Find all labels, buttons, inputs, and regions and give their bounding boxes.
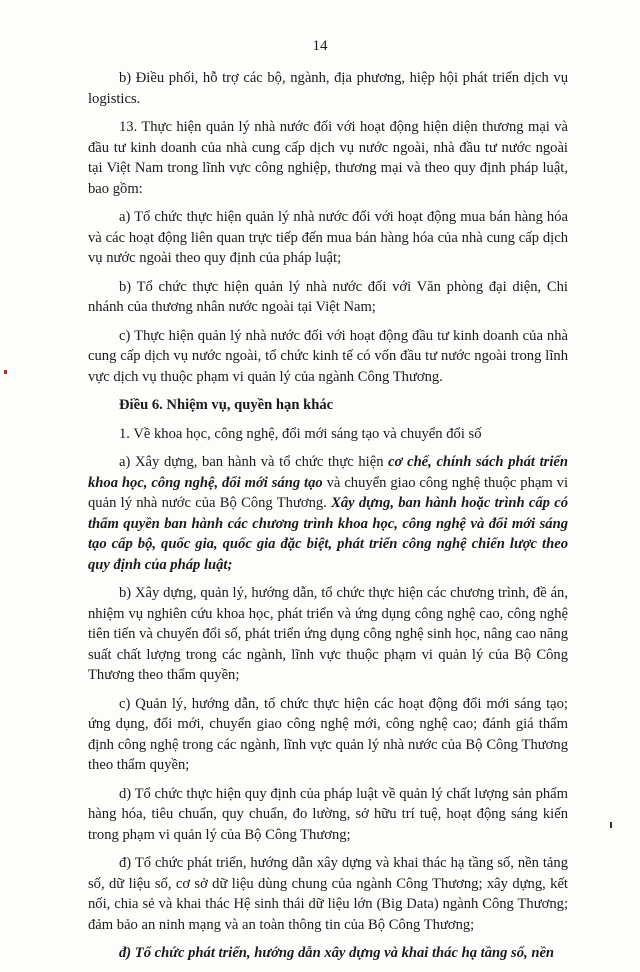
page-number: 14 [312,38,328,54]
paragraph-1a-text-1: a) Xây dựng, ban hành và tổ chức thực hiện [119,454,389,470]
document-body [88,68,568,972]
paragraph-1a-emphasis-1: cơ chế, chính sách phát triển khoa học, công nghệ, đổi mới sáng tạo [88,454,568,491]
scan-mark-right [610,822,612,828]
paragraph-13b: b) Tổ chức thực hiện quản lý nhà nước đối với Văn phòng đại diện, Chi nhánh của thương nhân nước ngoài tại Việt Nam; [88,278,568,315]
paragraph-13a: a) Tổ chức thực hiện quản lý nhà nước đối với hoạt động mua bán hàng hóa và các hoạt động liên quan trực tiếp đến mua bán hàng hóa của nhà cung cấp dịch vụ nước ngoài theo quy định của pháp luật; [88,209,568,266]
paragraph-1b: b) Xây dựng, quản lý, hướng dẫn, tổ chức thực hiện các chương trình, đề án, nhiệm vụ nghiên cứu khoa học, phát triển và ứng dụng công nghệ cao, công nghệ tiên tiến và chuyển đổi số, phát triển ứng dụng công nghệ sinh học, nâng cao năng suất chất lượng trong các ngành, lĩnh vực thuộc phạm vi quản lý của Bộ Công Thương theo thẩm quyền; [88,585,568,683]
paragraph-13c: c) Thực hiện quản lý nhà nước đối với hoạt động đầu tư kinh doanh của nhà cung cấp dịch vụ nước ngoài, tổ chức kinh tế có vốn đầu tư nước ngoài trong lĩnh vực dịch vụ thuộc phạm vi quản lý của ngành Công Thương. [88,327,568,385]
paragraph-b-logistics: b) Điều phối, hỗ trợ các bộ, ngành, địa phương, hiệp hội phát triển dịch vụ logistics. [88,70,568,107]
paragraph-1c: c) Quản lý, hướng dẫn, tổ chức thực hiện các hoạt động đổi mới sáng tạo; ứng dụng, đổi mới, chuyển giao công nghệ mới, công nghệ cao; đánh giá thẩm định công nghệ trong các ngành, lĩnh vực quản lý nhà nước của Bộ Công Thương theo thẩm quyền; [88,695,568,773]
scan-mark-left [4,370,7,374]
article-6-heading: Điều 6. Nhiệm vụ, quyền hạn khác [119,397,334,413]
paragraph-1a-emphasis-2: Xây dựng, ban hành hoặc trình cấp có thẩm quyền ban hành các chương trình khoa học, công nghệ và đổi mới sáng tạo cấp bộ, quốc gia, quốc gia đặc biệt, phát triển công nghệ chiến lược theo quy định của pháp luật; [88,495,569,573]
paragraph-13: 13. Thực hiện quản lý nhà nước đối với hoạt động hiện diện thương mại và đầu tư kinh doanh của nhà cung cấp dịch vụ nước ngoài, nhà đầu tư nước ngoài tại Việt Nam trong lĩnh vực công nghiệp, thương mại và theo quy định pháp luật, bao gồm: [88,119,568,197]
paragraph-1a-text-2: và chuyển giao công nghệ thuộc phạm vi quản lý nhà nước của Bộ Công Thương. [88,474,568,511]
paragraph-1a [88,452,568,575]
paragraph-1dd: đ) Tổ chức phát triển, hướng dẫn xây dựng và khai thác hạ tầng số, nền tảng số, dữ liệu số, cơ sở dữ liệu dùng chung của ngành Công Thương; xây dựng, kết nối, chia sẻ và khai thác Hệ sinh thái dữ liệu lớn (Big Data) ngành Công Thương; đảm bảo an ninh mạng và an toàn thông tin của Bộ Công Thương; [88,855,568,933]
paragraph-1-science: 1. Về khoa học, công nghệ, đổi mới sáng tạo và chuyển đổi số [119,425,482,442]
paragraph-1dd-bold: đ) Tổ chức phát triển, hướng dẫn xây dựng và khai thác hạ tầng số, nền [119,945,555,961]
paragraph-1d: d) Tổ chức thực hiện quy định của pháp luật về quản lý chất lượng sản phẩm hàng hóa, tiêu chuẩn, quy chuẩn, đo lường, sở hữu trí tuệ, hoạt động sáng kiến trong phạm vi quản lý của Bộ Công Thương; [88,785,568,843]
